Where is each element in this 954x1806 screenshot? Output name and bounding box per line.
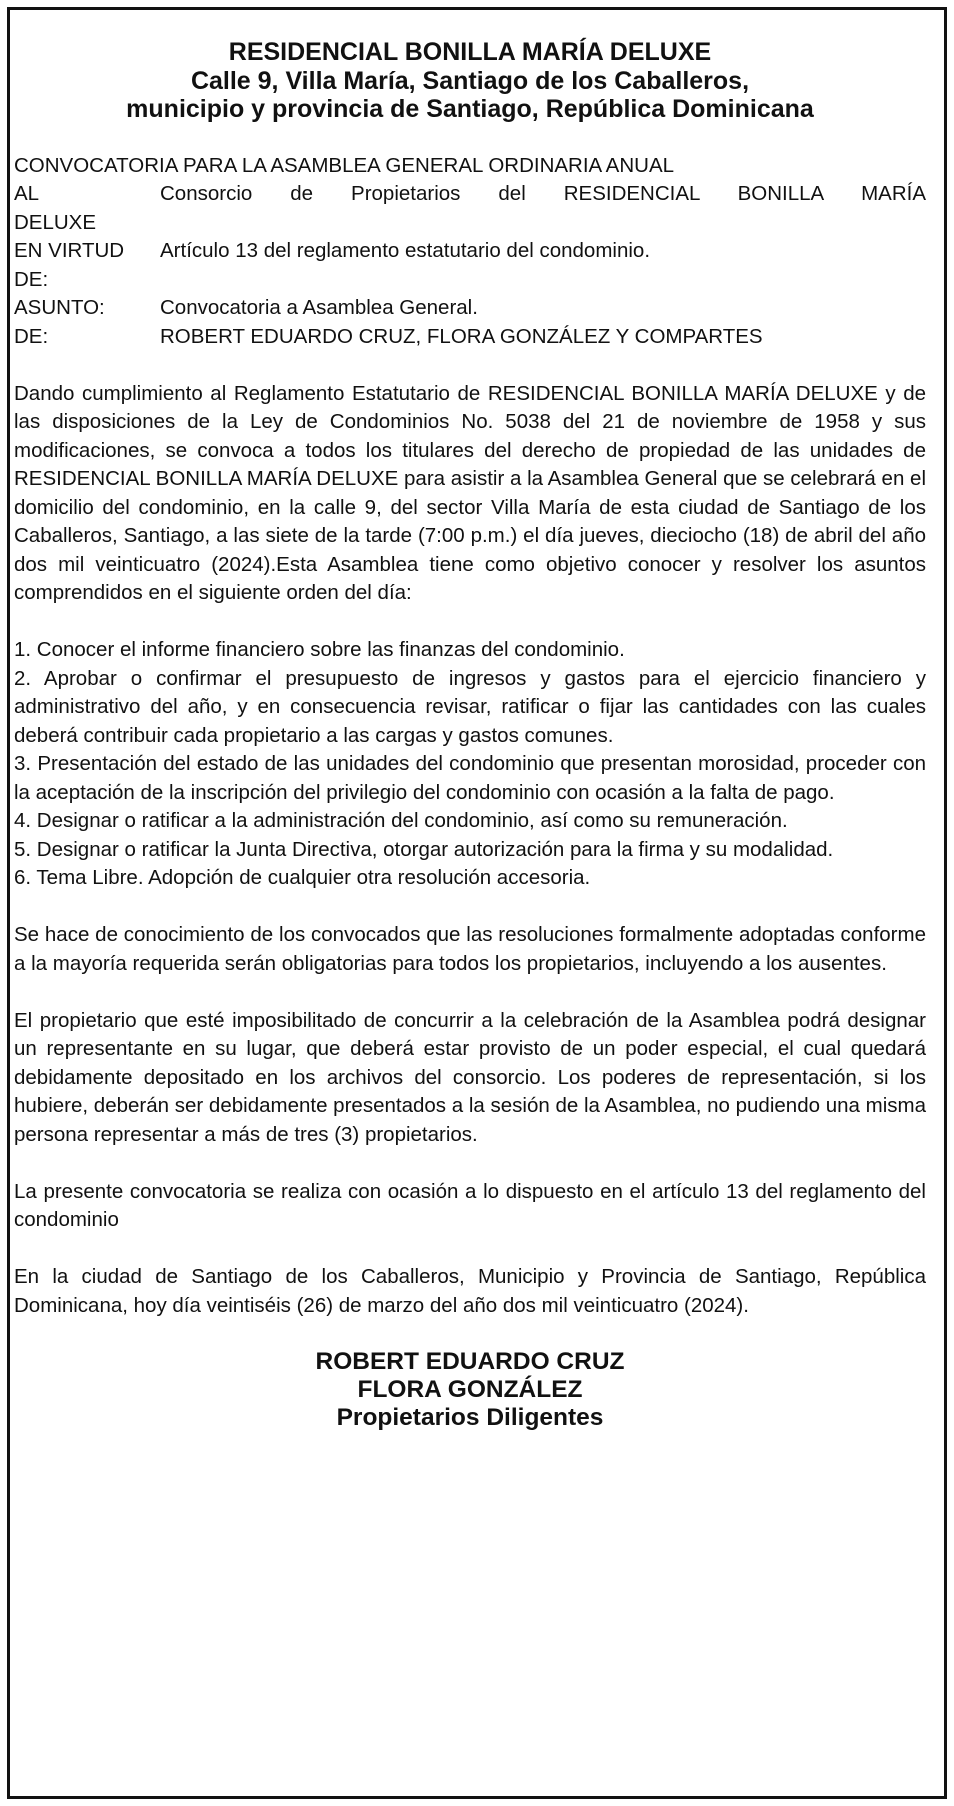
- header-title: RESIDENCIAL BONILLA MARÍA DELUXE: [228, 38, 712, 66]
- signature-block: [14, 1348, 926, 1432]
- agenda-item: 5. Designar o ratificar la Junta Directiva, otorgar autorización para la firma y su modalidad.: [14, 837, 834, 861]
- representante-paragraph: El propietario que esté imposibilitado de concurrir a la celebración de la Asamblea podrá designar un representante en su lugar, que deberá estar provisto de un poder especial, el cual quedará debidamente depositado en los archivos del consorcio. Los poderes de representación, si los hubiere, deberán ser debidamente presentados a la sesión de la Asamblea, no pudiendo una misma persona representar a más de tres (3) propietarios.: [14, 1008, 926, 1146]
- header-address-line2: municipio y provincia de Santiago, República Dominicana: [126, 95, 814, 123]
- meta-de-row: [14, 323, 926, 352]
- intro-paragraph: Dando cumplimiento al Reglamento Estatutario de RESIDENCIAL BONILLA MARÍA DELUXE y de las disposiciones de la Ley de Condominios No. 5038 del 21 de noviembre de 1958 y sus modificaciones, se convoca a todos los titulares del derecho de propiedad de las unidades de RESIDENCIAL BONILLA MARÍA DELUXE para asistir a la Asamblea General que se celebrará en el domicilio del condominio, en la calle 9, del sector Villa María de esta ciudad de Santiago de los Caballeros, Santiago, a las siete de la tarde (7:00 p.m.) el día jueves, dieciocho (18) de abril del año dos mil veinticuatro (2024).Esta Asamblea tiene como objetivo conocer y resolver los asuntos comprendidos en el siguiente orden del día:: [14, 381, 926, 604]
- fecha-paragraph: En la ciudad de Santiago de los Caballeros, Municipio y Provincia de Santiago, República Dominicana, hoy día veintiséis (26) de marzo del año dos mil veinticuatro (2024).: [14, 1265, 926, 1317]
- meta-de-value: ROBERT EDUARDO CRUZ, FLORA GONZÁLEZ Y COMPARTES: [160, 324, 763, 348]
- agenda-item: 6. Tema Libre. Adopción de cualquier otra resolución accesoria.: [14, 866, 591, 889]
- notice-header: [14, 38, 926, 124]
- header-address-line1: Calle 9, Villa María, Santiago de los Caballeros,: [190, 66, 750, 95]
- meta-asunto-row: [14, 294, 926, 323]
- convocatoria-heading: CONVOCATORIA PARA LA ASAMBLEA GENERAL ORDINARIA ANUAL: [14, 153, 675, 177]
- meta-al-value: Consorcio de Propietarios del RESIDENCIAL BONILLA MARÍA: [160, 182, 926, 205]
- meta-al-label: AL: [14, 182, 40, 205]
- meta-de-label: DE:: [14, 324, 49, 348]
- agenda-item: 4. Designar o ratificar a la administración del condominio, así como su remuneración.: [14, 809, 788, 832]
- signature-name1: ROBERT EDUARDO CRUZ: [315, 1348, 625, 1375]
- agenda-item: 1. Conocer el informe financiero sobre las finanzas del condominio.: [14, 638, 625, 661]
- meta-virtud-row: [14, 237, 926, 294]
- fundamento-paragraph: La presente convocatoria se realiza con ocasión a lo dispuesto en el artículo 13 del reglamento del condominio: [14, 1179, 926, 1231]
- agenda-item: 3. Presentación del estado de las unidades del condominio que presentan morosidad, proceder con la aceptación de la inscripción del privilegio del condominio con ocasión a la falta de pago.: [14, 752, 926, 804]
- meta-virtud-value: Artículo 13 del reglamento estatutario del condominio.: [160, 239, 651, 262]
- meta-asunto-label: ASUNTO:: [14, 296, 105, 319]
- agenda-list: [14, 636, 926, 893]
- signature-role: Propietarios Diligentes: [336, 1404, 604, 1431]
- resoluciones-paragraph: Se hace de conocimiento de los convocados que las resoluciones formalmente adoptadas conforme a la mayoría requerida serán obligatorias para todos los propietarios, incluyendo a los ausentes.: [14, 923, 926, 975]
- meta-virtud-label: EN VIRTUD DE:: [14, 239, 125, 291]
- signature-name2: FLORA GONZÁLEZ: [357, 1376, 583, 1403]
- notice-meta: [14, 152, 926, 352]
- notice-content: [14, 38, 926, 1432]
- agenda-item: 2. Aprobar o confirmar el presupuesto de ingresos y gastos para el ejercicio financiero y administrativo del año, y en consecuencia revisar, ratificar o fijar las cantidades con las cuales deberá contribuir cada propietario a las cargas y gastos comunes.: [14, 666, 926, 747]
- meta-al-value-cont: DELUXE: [14, 210, 97, 234]
- meta-asunto-value: Convocatoria a Asamblea General.: [160, 296, 478, 319]
- meta-al-row: [14, 180, 926, 209]
